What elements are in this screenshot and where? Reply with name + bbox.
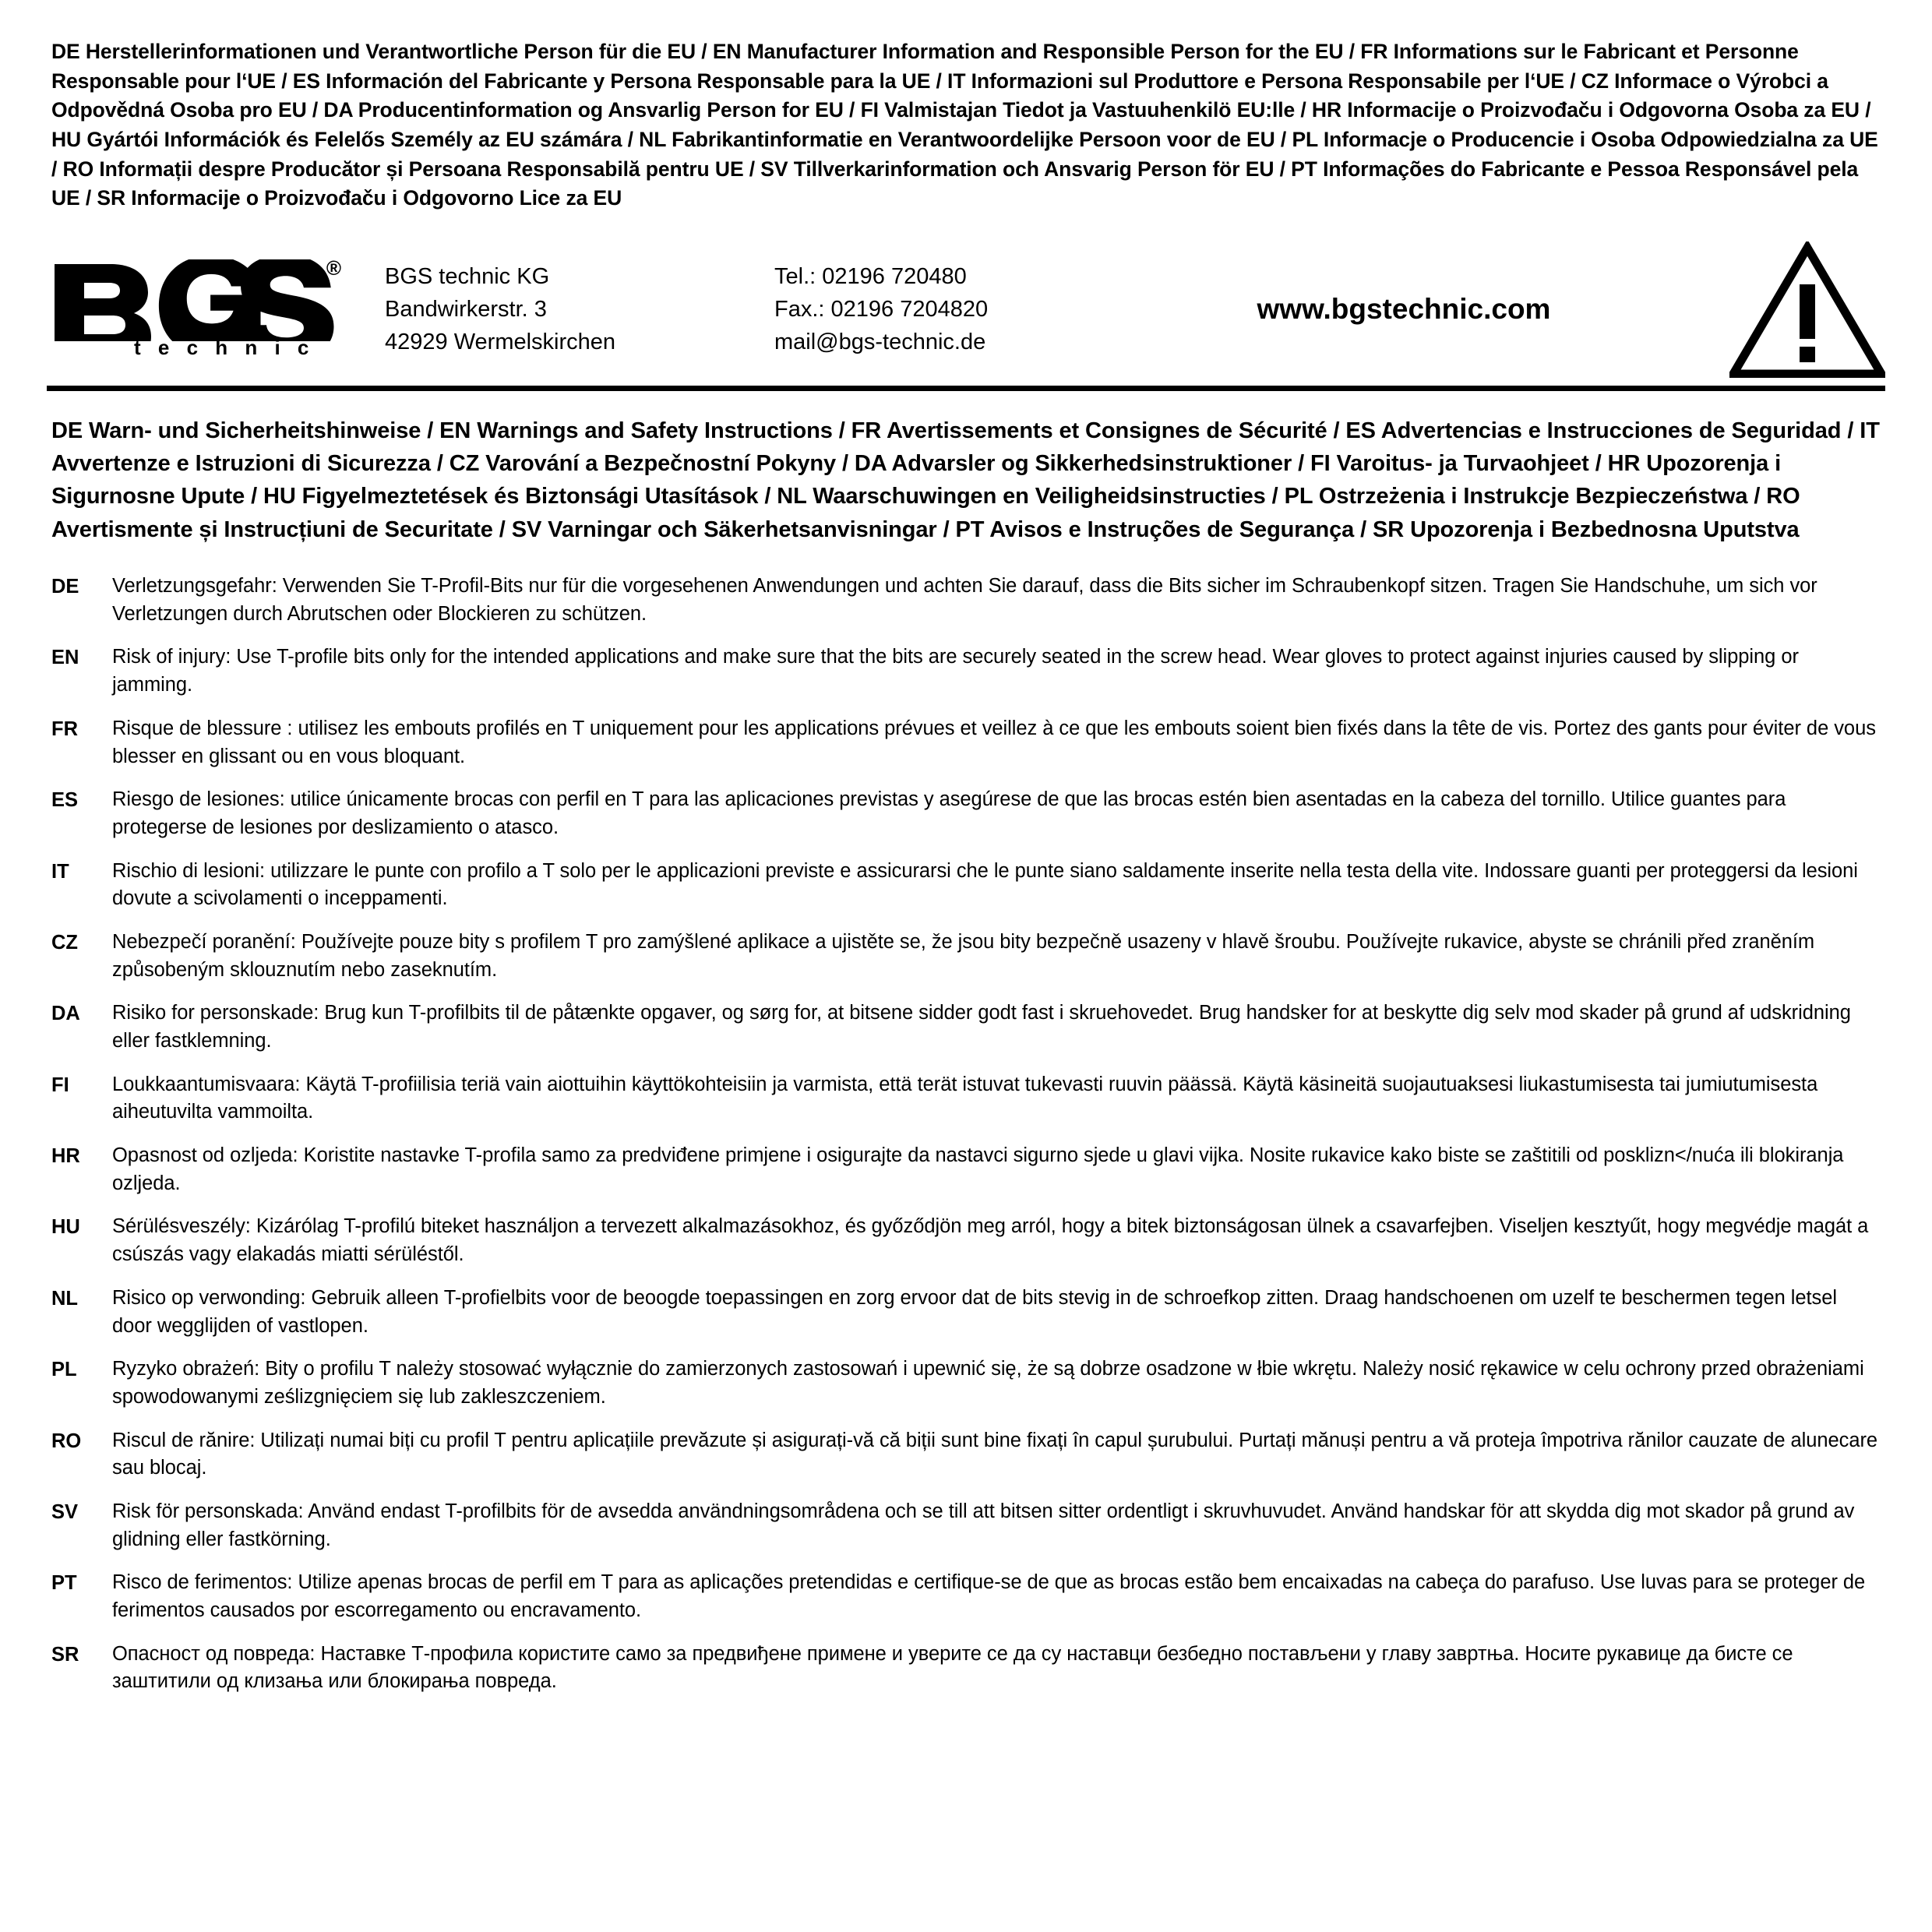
language-code: HU	[51, 1216, 80, 1239]
language-code: EN	[51, 647, 79, 669]
warning-text: Risk of injury: Use T-profile bits only for the intended applications and make sure that the bits are securely seated in the screw head. Wear gloves to protect against injuries caused by slipping or jamming.	[112, 646, 1799, 696]
warning-text: Risque de blessure : utilisez les embouts profilés en T uniquement pour les applications prévues et veillez à ce que les embouts soient bien fixés dans la tête de vis. Portez des gants pour éviter de vous blesser en glissant ou en vous bloquant.	[112, 717, 1876, 767]
warning-text: Verletzungsgefahr: Verwenden Sie T-Profil-Bits nur für die vorgesehenen Anwendungen und achten Sie darauf, dass die Bits sicher im Schraubenkopf sitzen. Tragen Sie Handschuhe, um sich vor Verletzungen durch Abrutschen oder Blockieren zu schützen.	[112, 575, 1817, 625]
language-code: NL	[51, 1287, 78, 1310]
language-code: CZ	[51, 931, 78, 954]
language-code: DE	[51, 576, 79, 598]
list-item	[51, 858, 1881, 913]
warning-text: Riesgo de lesiones: utilice únicamente brocas con perfil en T para las aplicaciones previstas y asegúrese de que las brocas estén bien asentadas en la cabeza del tornillo. Utilice guantes para protegerse de lesiones por deslizamiento o atasco.	[112, 788, 1786, 838]
list-item	[51, 1498, 1881, 1553]
registered-trademark-icon: ®	[326, 256, 341, 280]
company-contact	[774, 260, 1133, 358]
list-item	[51, 643, 1881, 699]
warning-text: Risco de ferimentos: Utilize apenas brocas de perfil em T para as aplicações pretendidas e certifique-se de que as brocas estão bem encaixadas na cabeça do parafuso. Use luvas para se proteger de ferimentos causados por escorregamento ou encravamento.	[112, 1571, 1866, 1621]
list-item	[51, 1641, 1881, 1696]
list-item	[51, 573, 1881, 628]
language-code: ES	[51, 789, 79, 812]
bgs-logo-subtext: t e c h n i c	[134, 335, 315, 359]
language-code: PL	[51, 1359, 77, 1381]
warning-text: Risico op verwonding: Gebruik alleen T-profielbits voor de beoogde toepassingen en zorg ervoor dat de bits stevig in de schroefkop zitten. Draag handschoenen om uzelf te beschermen tegen letsel door wegglijden of vastlopen.	[112, 1286, 1837, 1337]
language-code: HR	[51, 1145, 80, 1168]
warnings-heading: DE Warn- und Sicherheitshinweise / EN Warnings and Safety Instructions / FR Avertissements et Consignes de Sécurité / ES Advertencias e Instrucciones de Seguridad / IT Avvertenze e Istruzioni di Sicurezza / CZ Varování a Bezpečnostní Pokyny / DA Advarsler og Sikkerhedsinstruktioner / FI Varoitus- ja Turvaohjeet / HR Upozorenja i Sigurnosne Upute / HU Figyelmeztetések és Biztonsági Utasítások / NL Waarschuwingen en Veiligheidsinstructies / PL Ostrzeżenia i Instrukcje Bezpieczeństwa / RO Avertismente și Instrucțiuni de Securitate / SV Varningar och Säkerhetsanvisningar / PT Avisos e Instruções de Segurança / SR Upozorenja i Bezbednosna Uputstva	[51, 418, 1880, 542]
list-item	[51, 1569, 1881, 1624]
company-email: mail@bgs-technic.de	[774, 330, 986, 355]
language-code: IT	[51, 860, 69, 883]
manufacturer-info-heading: DE Herstellerinformationen und Verantwortliche Person für die EU / EN Manufacturer Information and Responsible Person for the EU / FR Informations sur le Fabricant et Personne Responsable pour l‘UE / ES Información del Fabricante y Persona Responsable para la UE / IT Informazioni sul Produttore e Persona Responsabile per l‘UE / CZ Informace o Výrobci a Odpovědná Osoba pro EU / DA Producentinformation og Ansvarlig Person for EU / FI Valmistajan Tiedot ja Vastuuhenkilö EU:lle / HR Informacije o Proizvođaču i Odgovorna Osoba za EU / HU Gyártói Információk és Felelős Személy az EU számára / NL Fabrikantinformatie en Verantwoordelijke Persoon voor de EU / PL Informacje o Producencie i Osoba Odpowiedzialna za UE / RO Informații despre Producător și Persoana Responsabilă pentru UE / SV Tillverkarinformation och Ansvarig Person för EU / PT Informações do Fabricante e Pessoa Responsável pela UE / SR Informacije o Proizvođaču i Odgovorno Lice za EU	[51, 40, 1878, 210]
company-fax: Fax.: 02196 7204820	[774, 297, 989, 323]
company-address	[385, 260, 774, 358]
company-header-band	[47, 235, 1885, 391]
list-item	[51, 1356, 1881, 1411]
warning-text: Opasnost od ozljeda: Koristite nastavke T-profila samo za predviđene primjene i osigurajte da nastavci sigurno sjede u glavi vijka. Nosite rukavice kako biste se zaštitili od posklizn</nuća ili blokiranja ozljeda.	[112, 1144, 1844, 1194]
company-street: Bandwirkerstr. 3	[385, 297, 547, 323]
list-item	[51, 1427, 1881, 1482]
bgs-logo-mark	[50, 259, 361, 341]
warning-text: Ryzyko obrażeń: Bity o profilu T należy stosować wyłącznie do zamierzonych zastosowań i upewnić się, że są dobrze osadzone w łbie wkrętu. Należy nosić rękawice w celu ochrony przed obrażeniami spowodowanymi ześlizgnięciem się lub zakleszczeniem.	[112, 1358, 1864, 1408]
language-code: SR	[51, 1643, 79, 1666]
list-item	[51, 999, 1881, 1055]
list-item	[51, 715, 1881, 770]
warning-text: Loukkaantumisvaara: Käytä T-profiilisia teriä vain aiottuihin käyttökohteisiin ja varmista, että terät istuvat tukevasti ruuvin päässä. Käytä käsineitä suojautuaksesi liukastumisesta tai jumiutumisesta aiheutuvilta vammoilta.	[112, 1073, 1818, 1123]
warning-text: Rischio di lesioni: utilizzare le punte con profilo a T solo per le applicazioni previste e assicurarsi che le punte siano saldamente inserite nella testa della vite. Indossare guanti per proteggersi da lesioni dovute a scivolamenti o inceppamenti.	[112, 859, 1858, 910]
warnings-list	[47, 573, 1885, 1696]
language-code: RO	[51, 1430, 82, 1452]
company-city: 42929 Wermelskirchen	[385, 330, 616, 355]
warning-text: Risk för personskada: Använd endast T-profilbits för de avsedda användningsområdena och se till att bitsen sitter ordentligt i skruvhuvudet. Använd handskar för att skydda dig mot skador på grund av glidning eller fastkörning.	[112, 1500, 1855, 1550]
list-item	[51, 1142, 1881, 1197]
warning-text: Nebezpečí poranění: Používejte pouze bity s profilem T pro zamýšlené aplikace a ujistěte se, že jsou bity bezpečně usazeny v hlavě šroubu. Používejte rukavice, abyste se chránili před zraněním způsobeným sklouznutím nebo zaseknutím.	[112, 930, 1815, 981]
bgs-logo	[47, 256, 385, 360]
language-code: DA	[51, 1003, 80, 1025]
warning-text: Sérülésveszély: Kizárólag T-profilú biteket használjon a tervezett alkalmazásokhoz, és győződjön meg arról, hogy a bitek biztonságosan ülnek a csavarfejben. Viseljen kesztyűt, hogy megvédje magát a csúszás vagy elakadás miatti sérüléstől.	[112, 1215, 1869, 1266]
warning-text: Risiko for personskade: Brug kun T-profilbits til de påtænkte opgaver, og sørg for, at bitsene sidder godt fast i skruehovedet. Brug handsker for at beskytte dig selv mod skader på grund af udskridning eller fastklemning.	[112, 1002, 1851, 1052]
list-item	[51, 1213, 1881, 1268]
warning-text: Riscul de rănire: Utilizați numai biți cu profil T pentru aplicațiile prevăzute și asigurați-vă că biții sunt bine fixați în capul șurubului. Purtați mănuși pentru a vă proteja împotriva rănilor cauzate de alunecare sau blocaj.	[112, 1429, 1878, 1479]
company-name: BGS technic KG	[385, 264, 550, 290]
warning-triangle-icon	[1722, 242, 1885, 378]
list-item	[51, 1285, 1881, 1340]
language-code: FI	[51, 1074, 69, 1096]
list-item	[51, 786, 1881, 841]
warning-text: Опасност од повреда: Наставке Т-профила користите само за предвиђене примене и уверите се да су наставци безбедно постављени у главу завртња. Носите рукавице да бисте се заштитили од клизања или блокирања повреда.	[112, 1642, 1793, 1693]
company-website: www.bgstechnic.com	[1257, 293, 1551, 326]
company-tel: Tel.: 02196 720480	[774, 264, 967, 290]
language-code: FR	[51, 717, 78, 740]
list-item	[51, 929, 1881, 984]
list-item	[51, 1071, 1881, 1126]
language-code: SV	[51, 1500, 79, 1523]
language-code: PT	[51, 1572, 77, 1595]
